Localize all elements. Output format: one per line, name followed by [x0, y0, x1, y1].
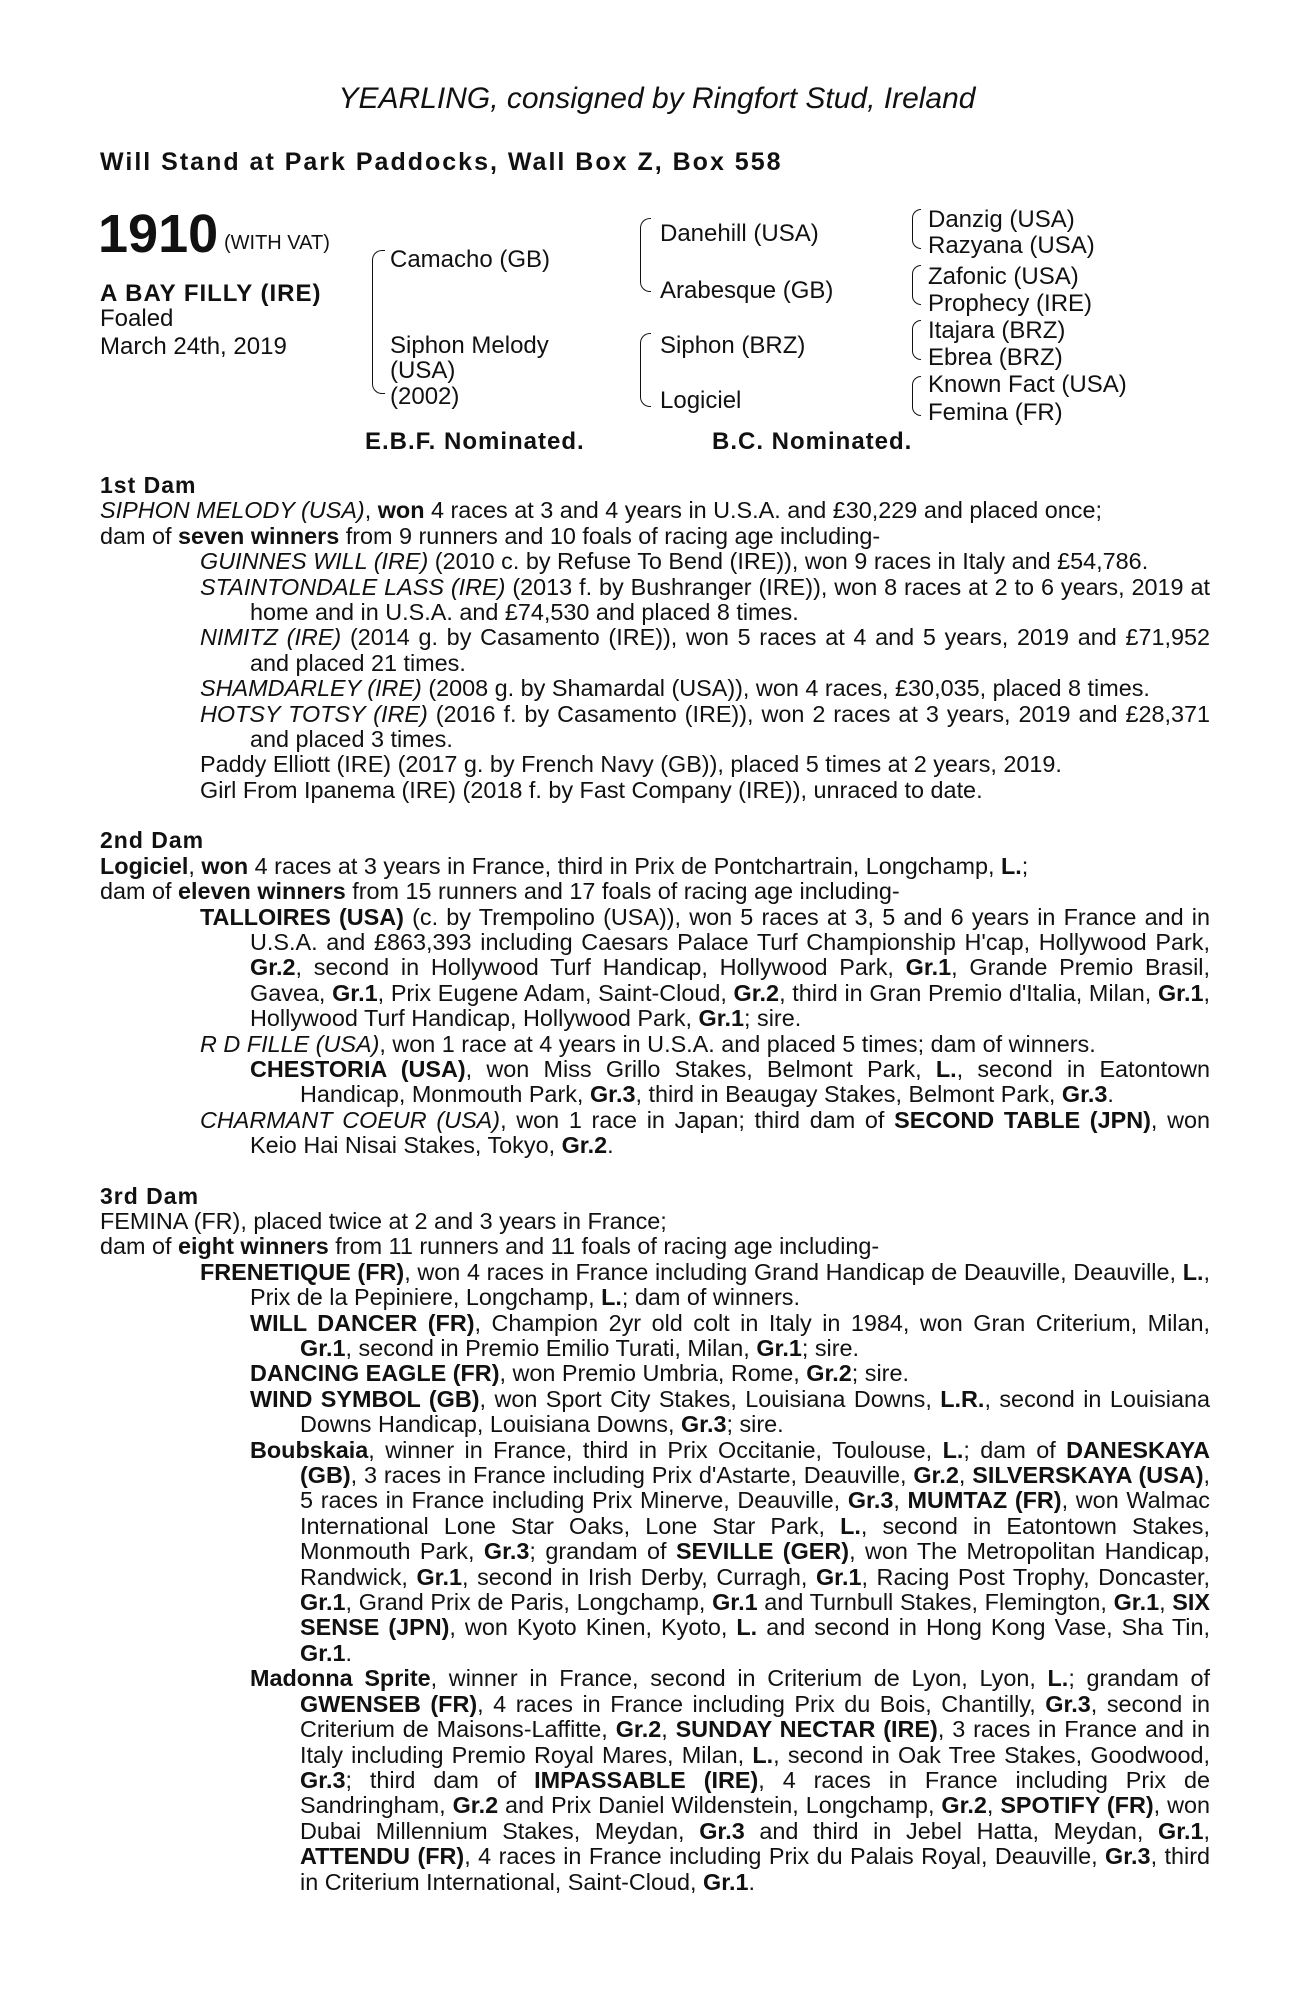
pedigree-g3-8: Femina (FR): [928, 399, 1063, 426]
grand-offspring-entry: DANCING EAGLE (FR), won Premio Umbria, Rome, Gr.2; sire.: [250, 1360, 909, 1387]
ebf-nominated: E.B.F. Nominated.: [365, 428, 585, 455]
consignor-subtitle: YEARLING, consigned by Ringfort Stud, Ireland: [338, 82, 976, 115]
third-dam-line2: dam of eight winners from 11 runners and 11 foals of racing age including-: [100, 1233, 880, 1260]
pedigree-g3-3: Zafonic (USA): [928, 263, 1079, 290]
bracket-gen1: [372, 250, 385, 394]
third-dam-line1: FEMINA (FR), placed twice at 2 and 3 years in France;: [100, 1207, 667, 1234]
offspring-entry: FRENETIQUE (FR), won 4 races in France including Grand Handicap de Deauville, Deauville, L., Prix de la Pepiniere, Longchamp, L.; dam of winners.: [200, 1258, 1210, 1311]
pedigree-dam-line3: (2002): [390, 383, 460, 410]
pedigree-dam-line1: Siphon Melody: [390, 332, 549, 359]
second-dam-line1: Logiciel, won 4 races at 3 years in France, third in Prix de Pontchartrain, Longchamp, L.;: [100, 852, 1029, 879]
pedigree-g3-5: Itajara (BRZ): [928, 317, 1066, 344]
offspring-entry: NIMITZ (IRE) (2014 g. by Casamento (IRE)), won 5 races at 4 and 5 years, 2019 and £71,952 and placed 21 times.: [200, 624, 1210, 676]
grand-offspring-entry: WILL DANCER (FR), Champion 2yr old colt in Italy in 1984, won Gran Criterium, Milan, Gr.1, second in Premio Emilio Turati, Milan, Gr.1; sire.: [250, 1309, 1211, 1361]
bracket-g3-4: [912, 376, 921, 416]
offspring-entry: R D FILLE (USA), won 1 race at 4 years in U.S.A. and placed 5 times; dam of winners.: [200, 1030, 1096, 1057]
produce-record: [100, 473, 1210, 1895]
offspring-entry: STAINTONDALE LASS (IRE) (2013 f. by Bushranger (IRE)), won 8 races at 2 to 6 years, 2019 at home and in U.S.A. and £74,530 and placed 8 times.: [200, 573, 1210, 626]
pedigree-g3-6: Ebrea (BRZ): [928, 344, 1063, 371]
second-dam-line2: dam of eleven winners from 15 runners and 17 foals of racing age including-: [100, 878, 900, 905]
foaled-info: [100, 305, 360, 361]
bracket-g3-1: [912, 209, 921, 249]
second-dam-name: Logiciel: [100, 852, 189, 879]
first-dam-line1: SIPHON MELODY (USA), won 4 races at 3 and 4 years in U.S.A. and £30,229 and placed once;: [100, 497, 1102, 524]
offspring-entry: Paddy Elliott (IRE) (2017 g. by French Navy (GB)), placed 5 times at 2 years, 2019.: [200, 751, 1062, 778]
offspring-entry: SHAMDARLEY (IRE) (2008 g. by Shamardal (USA)), won 4 races, £30,035, placed 8 times.: [200, 675, 1150, 702]
offspring-entry: HOTSY TOTSY (IRE) (2016 f. by Casamento (IRE)), won 2 races at 3 years, 2019 and £28,371 and placed 3 times.: [200, 700, 1211, 753]
grand-offspring-entry: WIND SYMBOL (GB), won Sport City Stakes, Louisiana Downs, L.R., second in Louisiana Downs Handicap, Louisiana Downs, Gr.3; sire.: [250, 1385, 1210, 1438]
pedigree-sire-dam: Arabesque (GB): [660, 277, 834, 304]
pedigree-g3-4: Prophecy (IRE): [928, 290, 1093, 317]
pedigree-sire: Camacho (GB): [390, 246, 551, 273]
pedigree-dam-line2: (USA): [390, 357, 456, 384]
grand-offspring-entry: Madonna Sprite, winner in France, second in Criterium de Lyon, Lyon, L.; grandam of GWENSEB (FR), 4 races in France including Prix du Bois, Chantilly, Gr.3, second in Criterium de Maisons-Laffitte, Gr.2, SUNDAY NECTAR (IRE), 3 races in France and in Italy including Premio Royal Mares, Milan, L., second in Oak Tree Stakes, Goodwood, Gr.3; third dam of IMPASSABLE (IRE), 4 races in France including Prix de Sandringham, Gr.2 and Prix Daniel Wildenstein, Longchamp, Gr.2, SPOTIFY (FR), won Dubai Millennium Stakes, Meydan, Gr.3 and third in Jebel Hatta, Meydan, Gr.1, ATTENDU (FR), 4 races in France including Prix du Palais Royal, Deauville, Gr.3, third in Criterium International, Saint-Cloud, Gr.1.: [250, 1665, 1211, 1895]
grand-offspring-entry: Boubskaia, winner in France, third in Prix Occitanie, Toulouse, L.; dam of DANESKAYA (GB), 3 races in France including Prix d'Astarte, Deauville, Gr.2, SILVERSKAYA (USA), 5 races in France including Prix Minerve, Deauville, Gr.3, MUMTAZ (FR), won Walmac International Lone Star Oaks, Lone Star Park, L., second in Eatontown Stakes, Monmouth Park, Gr.3; grandam of SEVILLE (GER), won The Metropolitan Handicap, Randwick, Gr.1, second in Irish Derby, Curragh, Gr.1, Racing Post Trophy, Doncaster, Gr.1, Grand Prix de Paris, Longchamp, Gr.1 and Turnbull Stakes, Flemington, Gr.1, SIX SENSE (JPN), won Kyoto Kinen, Kyoto, L. and second in Hong Kong Vase, Sha Tin, Gr.1.: [250, 1436, 1211, 1666]
first-dam-heading: 1st Dam: [100, 472, 197, 498]
offspring-entry: TALLOIRES (USA) (c. by Trempolino (USA)), won 5 races at 3, 5 and 6 years in France and in U.S.A. and £863,393 including Caesars Palace Turf Championship H'cap, Hollywood Park, Gr.2, second in Hollywood Turf Handicap, Hollywood Park, Gr.1, Grande Premio Brasil, Gavea, Gr.1, Prix Eugene Adam, Saint-Cloud, Gr.2, third in Gran Premio d'Italia, Milan, Gr.1, Hollywood Turf Handicap, Hollywood Park, Gr.1; sire.: [200, 903, 1210, 1032]
stand-location: Will Stand at Park Paddocks, Wall Box Z, Box 558: [100, 148, 783, 176]
first-dam-line2: dam of seven winners from 9 runners and 10 foals of racing age including-: [100, 522, 881, 549]
pedigree-sire-sire: Danehill (USA): [660, 220, 819, 247]
offspring-entry: CHARMANT COEUR (USA), won 1 race in Japan; third dam of SECOND TABLE (JPN), won Keio Hai Nisai Stakes, Tokyo, Gr.2.: [200, 1106, 1210, 1159]
pedigree-g3-2: Razyana (USA): [928, 232, 1095, 259]
pedigree-dam-sire: Siphon (BRZ): [660, 332, 806, 359]
foaled-date: March 24th, 2019: [100, 333, 287, 360]
pedigree-g3-7: Known Fact (USA): [928, 371, 1127, 398]
bc-nominated: B.C. Nominated.: [712, 428, 913, 455]
second-dam-heading: 2nd Dam: [100, 827, 205, 854]
bracket-dam: [640, 333, 651, 407]
bracket-g3-2: [912, 265, 921, 305]
grand-offspring-entry: CHESTORIA (USA), won Miss Grillo Stakes, Belmont Park, L., second in Eatontown Handicap, Monmouth Park, Gr.3, third in Beaugay Stakes, Belmont Park, Gr.3.: [250, 1055, 1210, 1108]
first-dam-name: SIPHON MELODY (USA): [100, 497, 365, 524]
lot-number: 1910: [98, 204, 219, 264]
pedigree-g3-1: Danzig (USA): [928, 206, 1075, 233]
horse-title: A BAY FILLY (IRE): [100, 280, 322, 307]
vat-note: (WITH VAT): [224, 232, 330, 254]
offspring-entry: Girl From Ipanema (IRE) (2018 f. by Fast Company (IRE)), unraced to date.: [200, 776, 983, 803]
foaled-label: Foaled: [100, 305, 174, 332]
third-dam-heading: 3rd Dam: [100, 1182, 200, 1209]
bracket-sire: [640, 218, 651, 292]
bracket-g3-3: [912, 320, 921, 360]
offspring-entry: GUINNES WILL (IRE) (2010 c. by Refuse To Bend (IRE)), won 9 races in Italy and £54,786.: [200, 548, 1149, 575]
pedigree-dam-dam: Logiciel: [660, 387, 742, 414]
